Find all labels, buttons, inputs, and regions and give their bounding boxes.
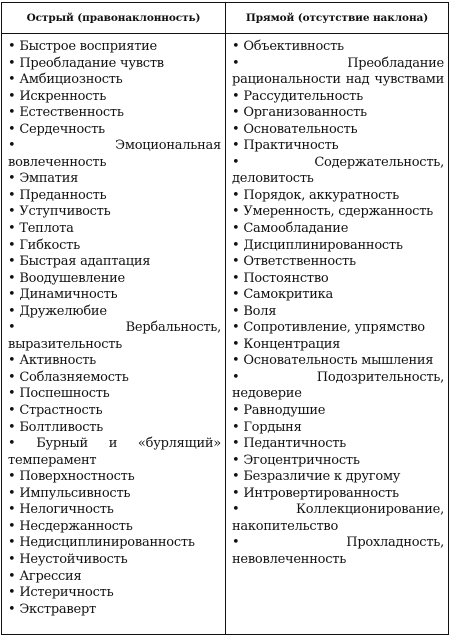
list-item [232,337,444,354]
bullet-icon: • [8,502,16,518]
trait-text: Гордыня [243,419,302,435]
list-item [232,486,444,503]
list-item [8,486,221,503]
list-item [8,287,221,304]
bullet-icon: • [8,237,16,253]
list-item [8,238,221,255]
trait-text: Экстраверт [19,601,96,617]
trait-text: Безразличие к другому [243,469,401,485]
bullet-icon: • [232,369,240,385]
trait-text: Страстность [19,403,103,419]
trait-text: Теплота [19,221,74,237]
trait-text: Рассудительность [243,88,363,104]
trait-text: Ответственность [243,254,356,270]
bullet-icon: • [8,270,16,286]
trait-text: Естественность [19,105,124,121]
trait-text: Динамичность [19,287,118,303]
list-item [8,122,221,139]
trait-text: Порядок, аккуратность [243,187,399,203]
list-item [8,502,221,519]
trait-text: Самообладание [243,221,349,237]
bullet-icon: • [232,419,240,435]
bullet-icon: • [8,485,16,501]
list-item [8,420,221,437]
bullet-icon: • [8,187,16,203]
list-item [8,353,221,370]
header-upright: Прямой (отсутствие наклона) [226,3,449,34]
bullet-icon: • [8,469,16,485]
bullet-icon: • [8,55,16,71]
bullet-icon: • [8,204,16,220]
trait-text: Эмпатия [19,171,79,187]
bullet-icon: • [8,403,16,419]
list-item [8,204,221,221]
trait-text: Искренность [19,88,107,104]
trait-text: Интровертированность [243,485,399,501]
header-sharp-slant: Острый (правонаклонность) [2,3,226,34]
bullet-icon: • [8,221,16,237]
list-item [8,138,221,171]
trait-text: Недисциплинированность [19,535,195,551]
list-item [232,436,444,453]
list-item [232,89,444,106]
list-item [8,188,221,205]
list-item [232,353,444,370]
bullet-icon: • [8,601,16,617]
right-column-cell [226,34,449,635]
bullet-icon: • [232,187,240,203]
bullet-icon: • [232,469,240,485]
list-item [232,221,444,238]
list-item [232,122,444,139]
list-item [232,287,444,304]
list-item [8,221,221,238]
trait-text: Основательность мышления [243,353,434,369]
trait-text: Поверхностность [19,469,135,485]
bullet-icon: • [232,485,240,501]
trait-text: Самокритика [243,287,334,303]
trait-text: Агрессия [19,568,82,584]
bullet-icon: • [232,502,240,518]
list-item [8,171,221,188]
trait-text: Объективность [243,39,344,54]
list-item [232,502,444,535]
bullet-icon: • [232,121,240,137]
bullet-icon: • [232,403,240,419]
bullet-icon: • [8,551,16,567]
trait-text: Содержательность, деловитость [232,154,444,187]
list-item [8,320,221,353]
trait-text: Воля [243,303,277,319]
trait-text: Сопротивление, упрямство [243,320,425,336]
list-item [232,420,444,437]
bullet-icon: • [8,88,16,104]
bullet-icon: • [232,204,240,220]
list-item [232,370,444,403]
trait-text: Воодушевление [19,270,125,286]
list-item [8,535,221,552]
bullet-icon: • [232,237,240,253]
trait-text: Дисциплинированность [243,237,403,253]
list-item [8,585,221,602]
bullet-icon: • [8,436,16,452]
bullet-icon: • [232,138,240,154]
list-item [232,304,444,321]
list-item [232,320,444,337]
table-header-row [2,3,449,34]
trait-text: Постоянство [243,270,329,286]
list-item [232,469,444,486]
list-item [232,403,444,420]
bullet-icon: • [232,436,240,452]
bullet-icon: • [8,303,16,319]
list-item [232,56,444,89]
trait-text: Вербальность, выразительность [8,320,221,352]
trait-text: Равнодушие [243,403,326,419]
bullet-icon: • [8,105,16,121]
bullet-icon: • [8,320,16,336]
trait-text: Болтливость [19,419,104,435]
bullet-icon: • [232,105,240,121]
trait-text: Дружелюбие [19,303,107,319]
list-item [232,155,444,188]
bullet-icon: • [232,55,240,71]
bullet-icon: • [232,287,240,303]
trait-text: Преобладание чувств [19,55,164,71]
trait-text: Нелогичность [19,502,114,518]
trait-text: Эгоцентричность [243,452,360,468]
table-body-row [2,34,449,635]
list-item [8,519,221,536]
traits-table [1,2,449,635]
trait-text: Импульсивность [19,485,131,501]
list-item [232,39,444,56]
bullet-icon: • [8,254,16,270]
bullet-icon: • [8,535,16,551]
list-item [8,105,221,122]
bullet-icon: • [232,535,240,551]
right-trait-list [227,35,447,569]
bullet-icon: • [232,221,240,237]
bullet-icon: • [232,39,240,54]
bullet-icon: • [8,518,16,534]
trait-text: Преобладание рациональности над чувствами [232,55,444,88]
trait-text: Сердечность [19,121,105,137]
trait-text: Гибкость [19,237,80,253]
trait-text: Быстрая адаптация [19,254,151,270]
list-item [8,89,221,106]
bullet-icon: • [232,303,240,319]
list-item [8,569,221,586]
list-item [232,105,444,122]
bullet-icon: • [232,353,240,369]
bullet-icon: • [8,386,16,402]
list-item [8,39,221,56]
bullet-icon: • [8,369,16,385]
list-item [8,254,221,271]
left-trait-list [3,35,224,618]
list-item [8,370,221,387]
left-column-cell [2,34,226,635]
trait-text: Педантичность [243,436,347,452]
list-item [8,602,221,619]
trait-text: Прохладность, невовлеченность [232,535,444,567]
bullet-icon: • [8,72,16,88]
list-item [8,403,221,420]
trait-text: Поспешность [19,386,110,402]
trait-text: Истеричность [19,585,114,601]
trait-text: Организованность [243,105,367,121]
bullet-icon: • [232,254,240,270]
bullet-icon: • [232,270,240,286]
bullet-icon: • [8,121,16,137]
trait-text: Несдержанность [19,518,133,534]
bullet-icon: • [232,88,240,104]
bullet-icon: • [232,154,240,170]
list-item [232,535,444,568]
list-item [8,304,221,321]
bullet-icon: • [8,138,16,154]
bullet-icon: • [8,287,16,303]
list-item [8,56,221,73]
trait-text: Соблазняемость [19,369,129,385]
list-item [8,271,221,288]
list-item [232,254,444,271]
bullet-icon: • [8,353,16,369]
bullet-icon: • [232,336,240,352]
trait-text: Эмоциональная вовлеченность [8,138,221,170]
trait-text: Практичность [243,138,339,154]
list-item [8,72,221,89]
trait-text: Амбициозность [19,72,123,88]
list-item [232,188,444,205]
bullet-icon: • [232,452,240,468]
bullet-icon: • [8,419,16,435]
bullet-icon: • [8,568,16,584]
bullet-icon: • [8,585,16,601]
bullet-icon: • [8,39,16,54]
trait-text: Активность [19,353,96,369]
trait-text: Неустойчивость [19,551,128,567]
trait-text: Быстрое восприятие [19,39,157,54]
trait-text: Основательность [243,121,358,137]
list-item [232,453,444,470]
trait-text: Концентрация [243,336,341,352]
trait-text: Бурный и «бурлящий» темперамент [8,436,221,468]
trait-text: Умеренность, сдержанность [243,204,433,220]
list-item [8,552,221,569]
list-item [232,138,444,155]
list-item [232,271,444,288]
bullet-icon: • [8,171,16,187]
list-item [232,204,444,221]
list-item [8,386,221,403]
trait-text: Преданность [19,187,107,203]
list-item [8,469,221,486]
list-item [232,238,444,255]
list-item [8,436,221,469]
bullet-icon: • [232,320,240,336]
trait-text: Коллекционирование, накопительство [232,502,444,534]
trait-text: Уступчивость [19,204,111,220]
trait-text: Подозрительность, недоверие [232,369,444,402]
